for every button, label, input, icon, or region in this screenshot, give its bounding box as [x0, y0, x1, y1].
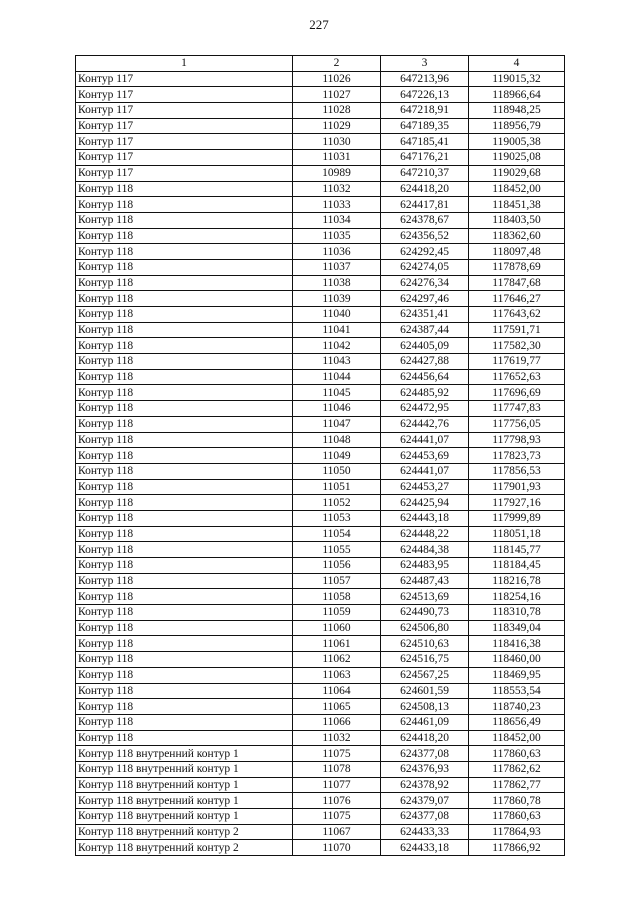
x-coordinate-cell: 624427,88: [381, 354, 469, 370]
y-coordinate-cell: 118956,79: [469, 118, 565, 134]
point-number-cell: 11054: [293, 526, 381, 542]
contour-name-cell: Контур 118 внутренний контур 1: [76, 761, 293, 777]
point-number-cell: 11070: [293, 840, 381, 856]
y-coordinate-cell: 119025,08: [469, 150, 565, 166]
y-coordinate-cell: 118097,48: [469, 244, 565, 260]
point-number-cell: 11046: [293, 401, 381, 417]
y-coordinate-cell: 118145,77: [469, 542, 565, 558]
y-coordinate-cell: 117619,77: [469, 354, 565, 370]
x-coordinate-cell: 624433,33: [381, 824, 469, 840]
x-coordinate-cell: 624292,45: [381, 244, 469, 260]
table-row: [76, 401, 565, 417]
point-number-cell: 11066: [293, 714, 381, 730]
point-number-cell: 11044: [293, 369, 381, 385]
y-coordinate-cell: 117856,53: [469, 463, 565, 479]
y-coordinate-cell: 118349,04: [469, 620, 565, 636]
y-coordinate-cell: 117860,63: [469, 746, 565, 762]
table-row: [76, 118, 565, 134]
point-number-cell: 11065: [293, 699, 381, 715]
contour-name-cell: Контур 118: [76, 416, 293, 432]
contour-name-cell: Контур 118 внутренний контур 1: [76, 777, 293, 793]
x-coordinate-cell: 624441,07: [381, 463, 469, 479]
x-coordinate-cell: 624274,05: [381, 259, 469, 275]
x-coordinate-cell: 624351,41: [381, 307, 469, 323]
point-number-cell: 11026: [293, 71, 381, 87]
point-number-cell: 11027: [293, 87, 381, 103]
contour-name-cell: Контур 118: [76, 338, 293, 354]
contour-name-cell: Контур 118: [76, 667, 293, 683]
point-number-cell: 11042: [293, 338, 381, 354]
column-header-3: 3: [381, 56, 469, 72]
contour-name-cell: Контур 118: [76, 526, 293, 542]
x-coordinate-cell: 647226,13: [381, 87, 469, 103]
x-coordinate-cell: 624443,18: [381, 510, 469, 526]
table-row: [76, 777, 565, 793]
contour-name-cell: Контур 118 внутренний контур 1: [76, 809, 293, 825]
point-number-cell: 11030: [293, 134, 381, 150]
x-coordinate-cell: 624453,27: [381, 479, 469, 495]
point-number-cell: 11032: [293, 181, 381, 197]
x-coordinate-cell: 624418,20: [381, 181, 469, 197]
contour-name-cell: Контур 118: [76, 385, 293, 401]
point-number-cell: 11049: [293, 448, 381, 464]
y-coordinate-cell: 117756,05: [469, 416, 565, 432]
point-number-cell: 11051: [293, 479, 381, 495]
point-number-cell: 11043: [293, 354, 381, 370]
y-coordinate-cell: 117860,63: [469, 809, 565, 825]
contour-name-cell: Контур 118: [76, 244, 293, 260]
table-row: [76, 479, 565, 495]
contour-name-cell: Контур 118: [76, 542, 293, 558]
y-coordinate-cell: 118452,00: [469, 730, 565, 746]
point-number-cell: 11036: [293, 244, 381, 260]
y-coordinate-cell: 118184,45: [469, 558, 565, 574]
contour-name-cell: Контур 118: [76, 322, 293, 338]
point-number-cell: 11031: [293, 150, 381, 166]
table-row: [76, 134, 565, 150]
y-coordinate-cell: 117864,93: [469, 824, 565, 840]
table-row: [76, 448, 565, 464]
contour-name-cell: Контур 117: [76, 134, 293, 150]
y-coordinate-cell: 117652,63: [469, 369, 565, 385]
table-row: [76, 150, 565, 166]
table-row: [76, 103, 565, 119]
y-coordinate-cell: 118451,38: [469, 197, 565, 213]
contour-name-cell: Контур 118: [76, 432, 293, 448]
table-row: [76, 620, 565, 636]
x-coordinate-cell: 624510,63: [381, 636, 469, 652]
table-row: [76, 416, 565, 432]
y-coordinate-cell: 118452,00: [469, 181, 565, 197]
contour-name-cell: Контур 118: [76, 573, 293, 589]
x-coordinate-cell: 624297,46: [381, 291, 469, 307]
table-row: [76, 809, 565, 825]
y-coordinate-cell: 117823,73: [469, 448, 565, 464]
x-coordinate-cell: 624276,34: [381, 275, 469, 291]
contour-name-cell: Контур 118: [76, 558, 293, 574]
y-coordinate-cell: 119015,32: [469, 71, 565, 87]
point-number-cell: 10989: [293, 165, 381, 181]
y-coordinate-cell: 118460,00: [469, 652, 565, 668]
contour-name-cell: Контур 118: [76, 636, 293, 652]
table-row: [76, 228, 565, 244]
y-coordinate-cell: 118362,60: [469, 228, 565, 244]
y-coordinate-cell: 117747,83: [469, 401, 565, 417]
x-coordinate-cell: 624506,80: [381, 620, 469, 636]
contour-name-cell: Контур 117: [76, 87, 293, 103]
point-number-cell: 11064: [293, 683, 381, 699]
table-row: [76, 165, 565, 181]
contour-name-cell: Контур 117: [76, 150, 293, 166]
table-row: [76, 307, 565, 323]
contour-name-cell: Контур 118: [76, 369, 293, 385]
contour-name-cell: Контур 118 внутренний контур 1: [76, 793, 293, 809]
table-row: [76, 338, 565, 354]
point-number-cell: 11053: [293, 510, 381, 526]
table-row: [76, 714, 565, 730]
x-coordinate-cell: 624405,09: [381, 338, 469, 354]
x-coordinate-cell: 624442,76: [381, 416, 469, 432]
table-row: [76, 699, 565, 715]
point-number-cell: 11060: [293, 620, 381, 636]
x-coordinate-cell: 624417,81: [381, 197, 469, 213]
x-coordinate-cell: 624601,59: [381, 683, 469, 699]
table-row: [76, 495, 565, 511]
x-coordinate-cell: 624387,44: [381, 322, 469, 338]
y-coordinate-cell: 118656,49: [469, 714, 565, 730]
point-number-cell: 11076: [293, 793, 381, 809]
table-row: [76, 589, 565, 605]
contour-name-cell: Контур 118 внутренний контур 2: [76, 840, 293, 856]
table-row: [76, 526, 565, 542]
table-row: [76, 824, 565, 840]
point-number-cell: 11059: [293, 605, 381, 621]
y-coordinate-cell: 117866,92: [469, 840, 565, 856]
table-row: [76, 432, 565, 448]
contour-name-cell: Контур 118: [76, 620, 293, 636]
table-row: [76, 244, 565, 260]
x-coordinate-cell: 624461,09: [381, 714, 469, 730]
contour-name-cell: Контур 118: [76, 448, 293, 464]
point-number-cell: 11037: [293, 259, 381, 275]
x-coordinate-cell: 624508,13: [381, 699, 469, 715]
point-number-cell: 11061: [293, 636, 381, 652]
y-coordinate-cell: 117860,78: [469, 793, 565, 809]
y-coordinate-cell: 118948,25: [469, 103, 565, 119]
y-coordinate-cell: 118403,50: [469, 212, 565, 228]
x-coordinate-cell: 647213,96: [381, 71, 469, 87]
table-row: [76, 259, 565, 275]
point-number-cell: 11067: [293, 824, 381, 840]
x-coordinate-cell: 624483,95: [381, 558, 469, 574]
table-header-row: [76, 56, 565, 72]
x-coordinate-cell: 624448,22: [381, 526, 469, 542]
x-coordinate-cell: 624490,73: [381, 605, 469, 621]
contour-name-cell: Контур 118: [76, 291, 293, 307]
point-number-cell: 11055: [293, 542, 381, 558]
table-row: [76, 746, 565, 762]
point-number-cell: 11028: [293, 103, 381, 119]
x-coordinate-cell: 647218,91: [381, 103, 469, 119]
x-coordinate-cell: 624377,08: [381, 746, 469, 762]
x-coordinate-cell: 647210,37: [381, 165, 469, 181]
x-coordinate-cell: 624376,93: [381, 761, 469, 777]
contour-name-cell: Контур 118: [76, 683, 293, 699]
x-coordinate-cell: 624441,07: [381, 432, 469, 448]
x-coordinate-cell: 624485,92: [381, 385, 469, 401]
contour-name-cell: Контур 118: [76, 228, 293, 244]
point-number-cell: 11077: [293, 777, 381, 793]
y-coordinate-cell: 117999,89: [469, 510, 565, 526]
y-coordinate-cell: 117878,69: [469, 259, 565, 275]
contour-name-cell: Контур 118: [76, 275, 293, 291]
contour-name-cell: Контур 118: [76, 495, 293, 511]
contour-name-cell: Контур 118: [76, 479, 293, 495]
table-row: [76, 322, 565, 338]
table-row: [76, 558, 565, 574]
y-coordinate-cell: 118740,23: [469, 699, 565, 715]
x-coordinate-cell: 624456,64: [381, 369, 469, 385]
table-row: [76, 652, 565, 668]
table-row: [76, 840, 565, 856]
table-row: [76, 605, 565, 621]
contour-name-cell: Контур 118: [76, 652, 293, 668]
table-row: [76, 463, 565, 479]
contour-name-cell: Контур 118: [76, 730, 293, 746]
table-row: [76, 636, 565, 652]
x-coordinate-cell: 624425,94: [381, 495, 469, 511]
contour-name-cell: Контур 118: [76, 401, 293, 417]
x-coordinate-cell: 624356,52: [381, 228, 469, 244]
x-coordinate-cell: 624379,07: [381, 793, 469, 809]
coordinates-table: [75, 55, 565, 856]
contour-name-cell: Контур 118: [76, 181, 293, 197]
y-coordinate-cell: 118310,78: [469, 605, 565, 621]
point-number-cell: 11062: [293, 652, 381, 668]
x-coordinate-cell: 624484,38: [381, 542, 469, 558]
y-coordinate-cell: 117847,68: [469, 275, 565, 291]
x-coordinate-cell: 647176,21: [381, 150, 469, 166]
contour-name-cell: Контур 118: [76, 354, 293, 370]
y-coordinate-cell: 119005,38: [469, 134, 565, 150]
contour-name-cell: Контур 117: [76, 103, 293, 119]
y-coordinate-cell: 117582,30: [469, 338, 565, 354]
page-number: 227: [309, 17, 329, 32]
y-coordinate-cell: 117901,93: [469, 479, 565, 495]
y-coordinate-cell: 117646,27: [469, 291, 565, 307]
column-header-4: 4: [469, 56, 565, 72]
x-coordinate-cell: 624513,69: [381, 589, 469, 605]
point-number-cell: 11029: [293, 118, 381, 134]
point-number-cell: 11034: [293, 212, 381, 228]
table-row: [76, 667, 565, 683]
point-number-cell: 11045: [293, 385, 381, 401]
x-coordinate-cell: 624487,43: [381, 573, 469, 589]
contour-name-cell: Контур 118: [76, 307, 293, 323]
table-row: [76, 730, 565, 746]
point-number-cell: 11038: [293, 275, 381, 291]
contour-name-cell: Контур 118: [76, 699, 293, 715]
point-number-cell: 11050: [293, 463, 381, 479]
table-row: [76, 573, 565, 589]
contour-name-cell: Контур 118: [76, 714, 293, 730]
contour-name-cell: Контур 118: [76, 589, 293, 605]
y-coordinate-cell: 117927,16: [469, 495, 565, 511]
y-coordinate-cell: 118469,95: [469, 667, 565, 683]
point-number-cell: 11075: [293, 809, 381, 825]
point-number-cell: 11039: [293, 291, 381, 307]
table-row: [76, 510, 565, 526]
x-coordinate-cell: 624472,95: [381, 401, 469, 417]
x-coordinate-cell: 624516,75: [381, 652, 469, 668]
contour-name-cell: Контур 117: [76, 71, 293, 87]
point-number-cell: 11047: [293, 416, 381, 432]
x-coordinate-cell: 624433,18: [381, 840, 469, 856]
y-coordinate-cell: 117696,69: [469, 385, 565, 401]
table-row: [76, 761, 565, 777]
table-body: [76, 71, 565, 855]
contour-name-cell: Контур 117: [76, 118, 293, 134]
point-number-cell: 11048: [293, 432, 381, 448]
contour-name-cell: Контур 118 внутренний контур 1: [76, 746, 293, 762]
table-row: [76, 212, 565, 228]
table-row: [76, 354, 565, 370]
y-coordinate-cell: 118416,38: [469, 636, 565, 652]
y-coordinate-cell: 119029,68: [469, 165, 565, 181]
y-coordinate-cell: 118051,18: [469, 526, 565, 542]
table-row: [76, 385, 565, 401]
y-coordinate-cell: 117862,77: [469, 777, 565, 793]
contour-name-cell: Контур 118: [76, 197, 293, 213]
column-header-1: 1: [76, 56, 293, 72]
point-number-cell: 11078: [293, 761, 381, 777]
x-coordinate-cell: 624418,20: [381, 730, 469, 746]
table-row: [76, 369, 565, 385]
y-coordinate-cell: 117798,93: [469, 432, 565, 448]
contour-name-cell: Контур 118 внутренний контур 2: [76, 824, 293, 840]
table-row: [76, 181, 565, 197]
x-coordinate-cell: 624377,08: [381, 809, 469, 825]
x-coordinate-cell: 624378,92: [381, 777, 469, 793]
contour-name-cell: Контур 118: [76, 463, 293, 479]
x-coordinate-cell: 624567,25: [381, 667, 469, 683]
point-number-cell: 11035: [293, 228, 381, 244]
y-coordinate-cell: 117591,71: [469, 322, 565, 338]
table-row: [76, 197, 565, 213]
x-coordinate-cell: 624453,69: [381, 448, 469, 464]
point-number-cell: 11033: [293, 197, 381, 213]
table-row: [76, 71, 565, 87]
point-number-cell: 11041: [293, 322, 381, 338]
point-number-cell: 11056: [293, 558, 381, 574]
contour-name-cell: Контур 117: [76, 165, 293, 181]
point-number-cell: 11040: [293, 307, 381, 323]
y-coordinate-cell: 118216,78: [469, 573, 565, 589]
y-coordinate-cell: 117643,62: [469, 307, 565, 323]
x-coordinate-cell: 624378,67: [381, 212, 469, 228]
y-coordinate-cell: 118553,54: [469, 683, 565, 699]
point-number-cell: 11032: [293, 730, 381, 746]
contour-name-cell: Контур 118: [76, 605, 293, 621]
point-number-cell: 11063: [293, 667, 381, 683]
table-row: [76, 683, 565, 699]
x-coordinate-cell: 647189,35: [381, 118, 469, 134]
point-number-cell: 11058: [293, 589, 381, 605]
contour-name-cell: Контур 118: [76, 259, 293, 275]
table-row: [76, 291, 565, 307]
y-coordinate-cell: 118254,16: [469, 589, 565, 605]
contour-name-cell: Контур 118: [76, 510, 293, 526]
table-row: [76, 542, 565, 558]
y-coordinate-cell: 118966,64: [469, 87, 565, 103]
table-row: [76, 87, 565, 103]
x-coordinate-cell: 647185,41: [381, 134, 469, 150]
table-row: [76, 275, 565, 291]
table-row: [76, 793, 565, 809]
y-coordinate-cell: 117862,62: [469, 761, 565, 777]
point-number-cell: 11052: [293, 495, 381, 511]
column-header-2: 2: [293, 56, 381, 72]
point-number-cell: 11057: [293, 573, 381, 589]
point-number-cell: 11075: [293, 746, 381, 762]
contour-name-cell: Контур 118: [76, 212, 293, 228]
